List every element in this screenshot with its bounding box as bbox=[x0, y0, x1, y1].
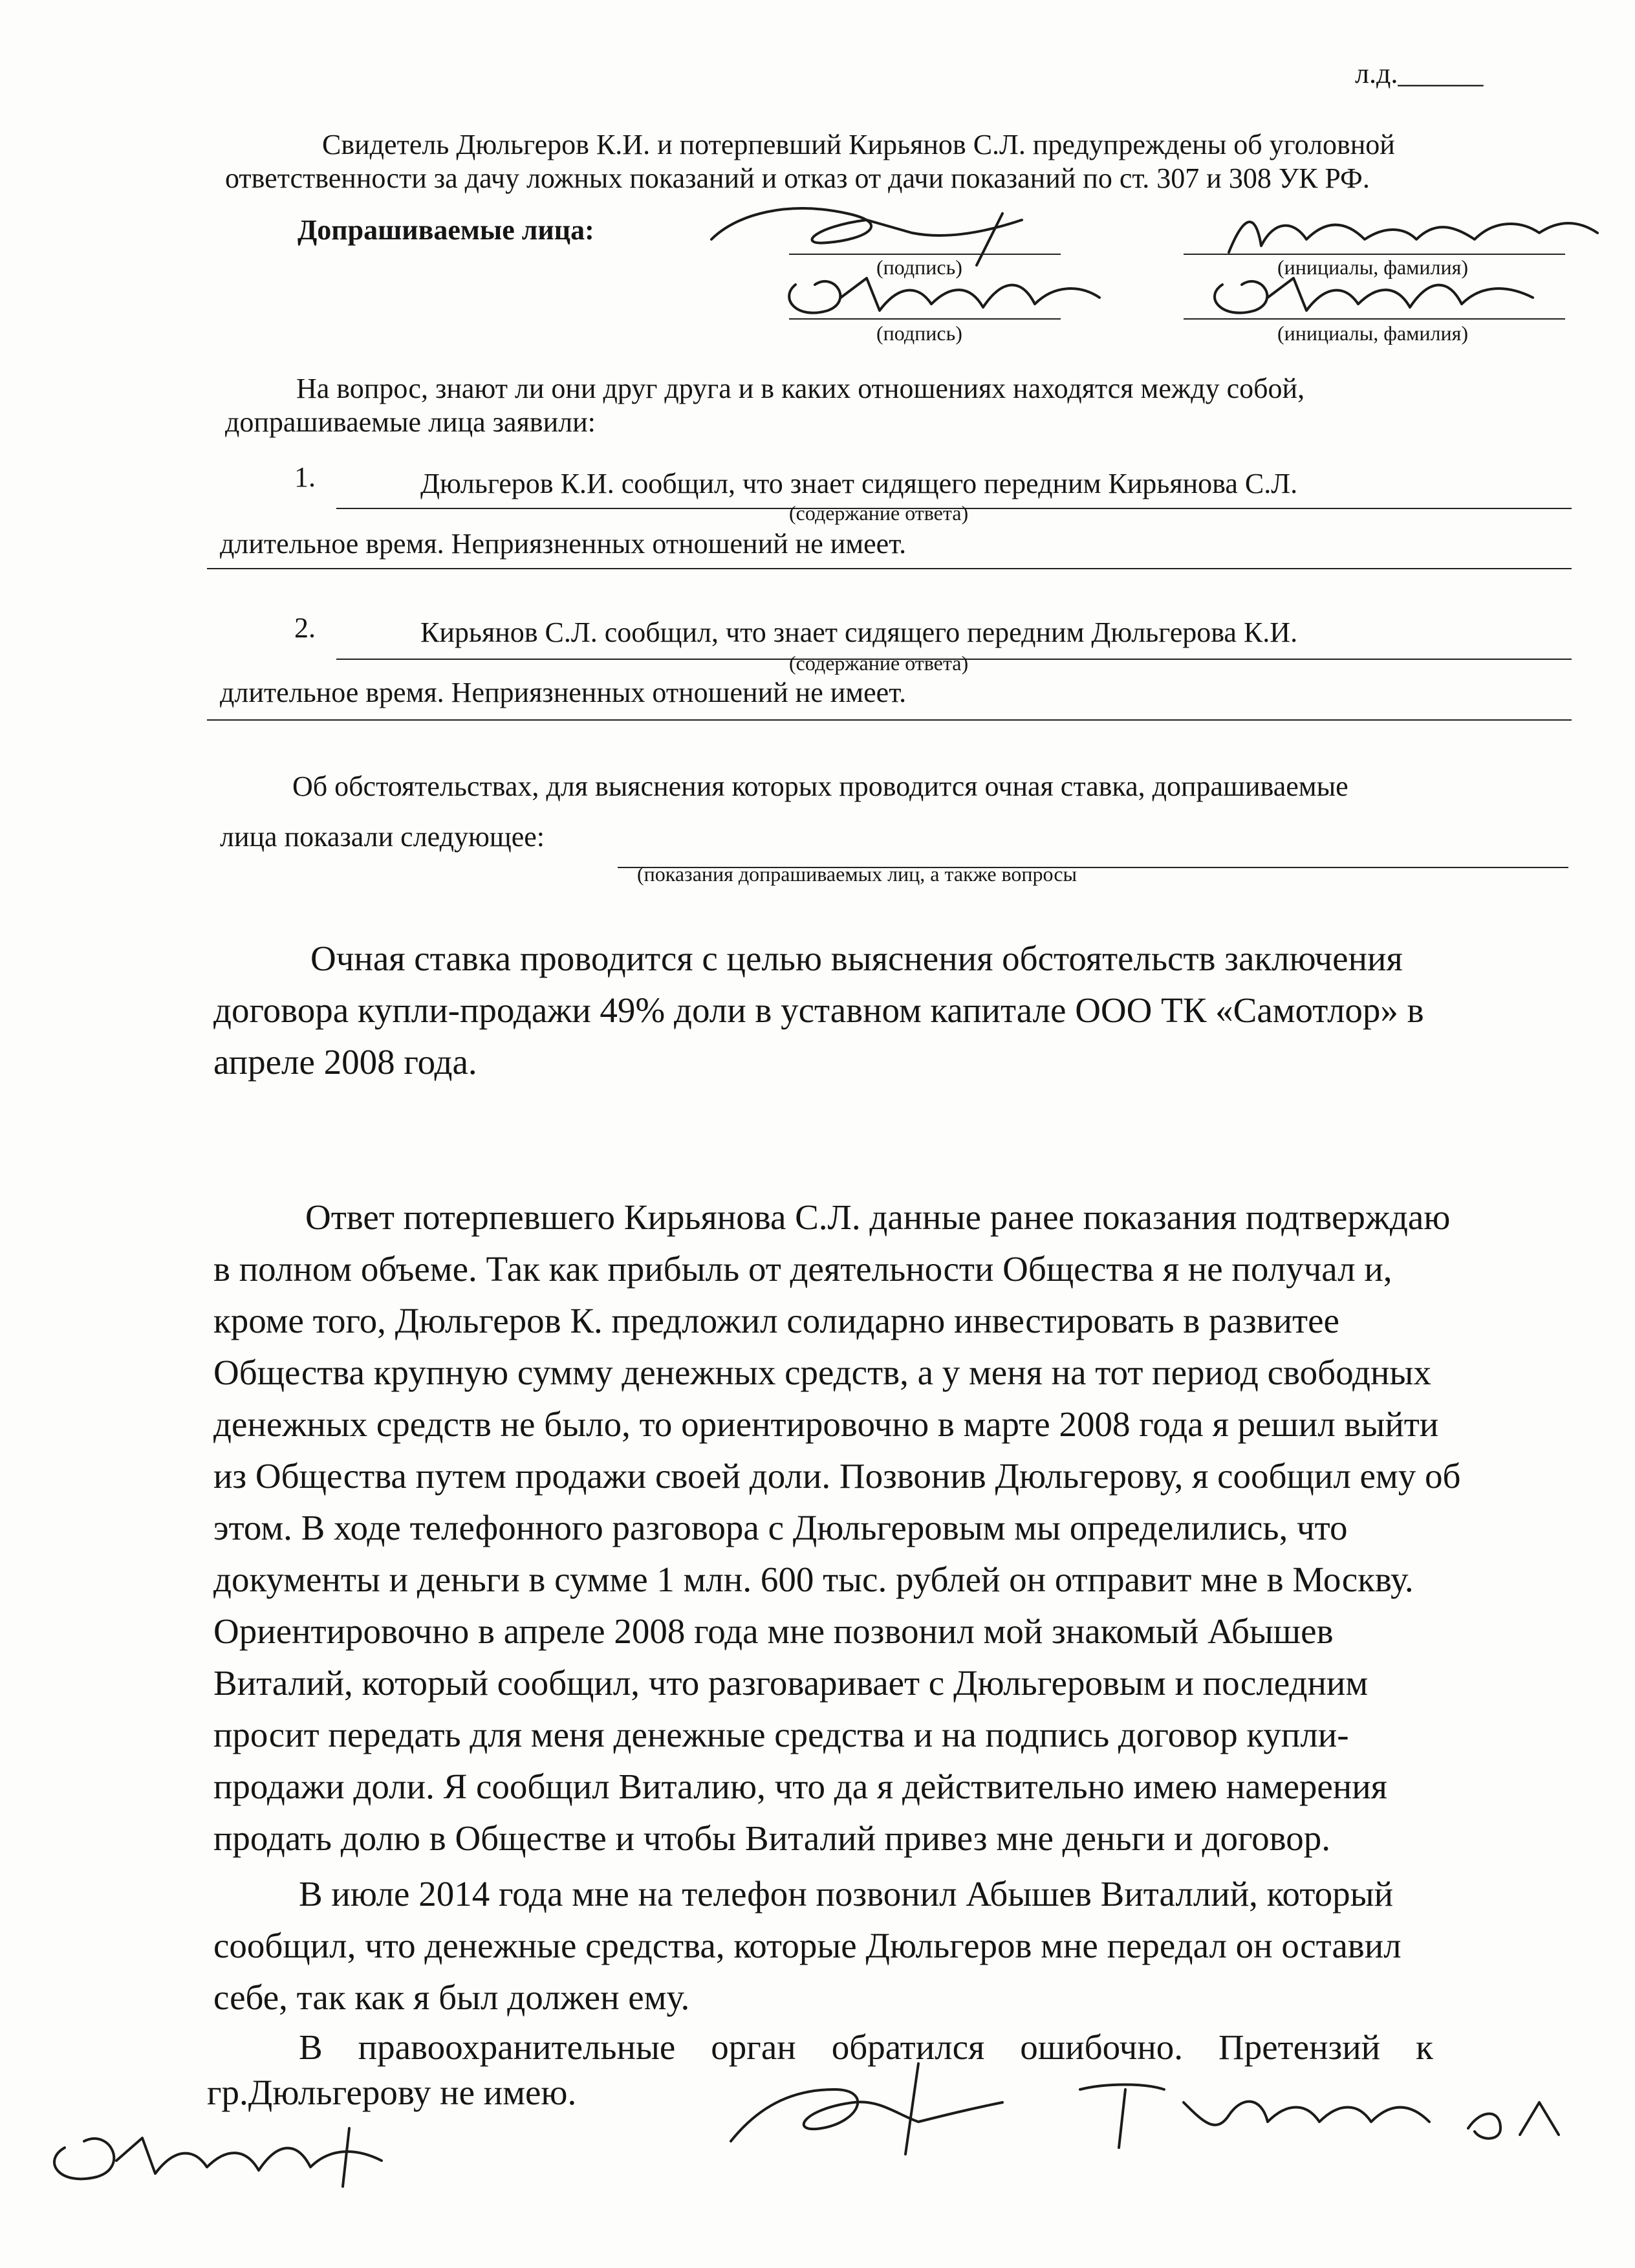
claims-line-2: гр.Дюльгерову не имею. bbox=[207, 2073, 577, 2112]
circumstances-caption: (показания допрашиваемых лиц, а также вопросы bbox=[637, 862, 1077, 886]
statement-line: Общества крупную сумму денежных средств, а у меня на тот период свободных bbox=[213, 1353, 1431, 1392]
answer-1-line-1: Дюльгеров К.И. сообщил, что знает сидящего передним Кирьянова С.Л. bbox=[420, 468, 1298, 499]
answer-2-number: 2. bbox=[294, 612, 316, 644]
statement-line: продать долю в Обществе и чтобы Виталий привез мне деньги и договор. bbox=[213, 1818, 1330, 1858]
bottom-signature-kiryanov-icon bbox=[1067, 2057, 1585, 2161]
statement-line: продажи доли. Я сообщил Виталию, что да я действительно имею намерения bbox=[213, 1767, 1387, 1806]
answer-1-line-2: длительное время. Неприязненных отношений не имеет. bbox=[220, 528, 907, 560]
answer-2-line-1: Кирьянов С.Л. сообщил, что знает сидящего передним Дюльгерова К.И. bbox=[420, 616, 1298, 648]
statement-paragraph bbox=[213, 1192, 1549, 1864]
statement-line: документы и деньги в сумме 1 млн. 600 тыс. рублей он отправит мне в Москву. bbox=[213, 1560, 1414, 1599]
july-paragraph bbox=[213, 1868, 1549, 2023]
answer-2-caption: (содержание ответа) bbox=[789, 651, 969, 675]
answer-1-number: 1. bbox=[294, 461, 316, 493]
handwritten-name-dyulgerov-icon bbox=[776, 259, 1112, 323]
statement-line: Ориентировочно в апреле 2008 года мне позвонил мой знакомый Абышев bbox=[213, 1611, 1334, 1651]
question-line-1: На вопрос, знают ли они друг друга и в каких отношениях находятся между собой, bbox=[296, 373, 1305, 404]
signature-caption-2: (подпись) bbox=[876, 322, 962, 345]
purpose-line-3: апреле 2008 года. bbox=[213, 1042, 477, 1082]
july-line: В июле 2014 года мне на телефон позвонил Абышев Виталлий, который bbox=[299, 1874, 1394, 1914]
statement-line: просит передать для меня денежные средства и на подпись договор купли- bbox=[213, 1715, 1349, 1754]
statement-line: кроме того, Дюльгеров К. предложил солидарно инвестировать в развитее bbox=[213, 1301, 1339, 1340]
bottom-signature-dyulgerov-icon bbox=[711, 2051, 1048, 2161]
purpose-paragraph bbox=[213, 933, 1549, 1088]
purpose-line-1: Очная ставка проводится с целью выяснения обстоятельств заключения bbox=[310, 939, 1403, 978]
statement-line: из Общества путем продажи своей доли. Позвонив Дюльгерову, я сообщил ему об bbox=[213, 1456, 1461, 1496]
answer-1-caption: (содержание ответа) bbox=[789, 501, 969, 525]
interviewees-label: Допрашиваемые лица: bbox=[298, 214, 594, 246]
statement-line: Ответ потерпевшего Кирьянова С.Л. данные ранее показания подтверждаю bbox=[305, 1197, 1451, 1237]
purpose-line-2: договора купли-продажи 49% доли в уставном капитале ООО ТК «Самотлор» в bbox=[213, 990, 1424, 1030]
statement-line: этом. В ходе телефонного разговора с Дюльгеровым мы определились, что bbox=[213, 1508, 1348, 1547]
name-caption-2: (инициалы, фамилия) bbox=[1277, 322, 1469, 345]
circumstances-line-1: Об обстоятельствах, для выяснения которых проводится очная ставка, допрашиваемые bbox=[292, 770, 1348, 802]
statement-line: Виталий, который сообщил, что разговаривает с Дюльгеровым и последним bbox=[213, 1663, 1369, 1703]
warning-line-1: Свидетель Дюльгеров К.И. и потерпевший Кирьянов С.Л. предупреждены об уголовной bbox=[322, 129, 1395, 160]
claims-line-1: В правоохранительные орган обратился ошибочно. Претензий к bbox=[299, 2027, 1433, 2067]
july-line: сообщил, что денежные средства, которые Дюльгеров мне передал он оставил bbox=[213, 1926, 1402, 1965]
answer-2-line-2: длительное время. Неприязненных отношений не имеет. bbox=[220, 677, 907, 708]
statement-line: денежных средств не было, то ориентировочно в марте 2008 года я решил выйти bbox=[213, 1404, 1439, 1444]
name-caption-1: (инициалы, фамилия) bbox=[1277, 256, 1469, 279]
warning-line-2: ответственности за дачу ложных показаний и отказ от дачи показаний по ст. 307 и 308 УК РФ. bbox=[225, 162, 1370, 194]
page-number-label: л.д.______ bbox=[1355, 58, 1484, 89]
july-line: себе, так как я был должен ему. bbox=[213, 1978, 690, 2017]
statement-line: в полном объеме. Так как прибыль от деятельности Общества я не получал и, bbox=[213, 1249, 1392, 1289]
handwritten-name-kiryanov-icon bbox=[1196, 259, 1559, 323]
signature-caption-1: (подпись) bbox=[876, 256, 962, 279]
circumstances-line-2: лица показали следующее: bbox=[220, 821, 545, 853]
bottom-handwritten-dyulgerov-icon bbox=[39, 2102, 401, 2193]
question-line-2: допрашиваемые лица заявили: bbox=[225, 406, 596, 438]
